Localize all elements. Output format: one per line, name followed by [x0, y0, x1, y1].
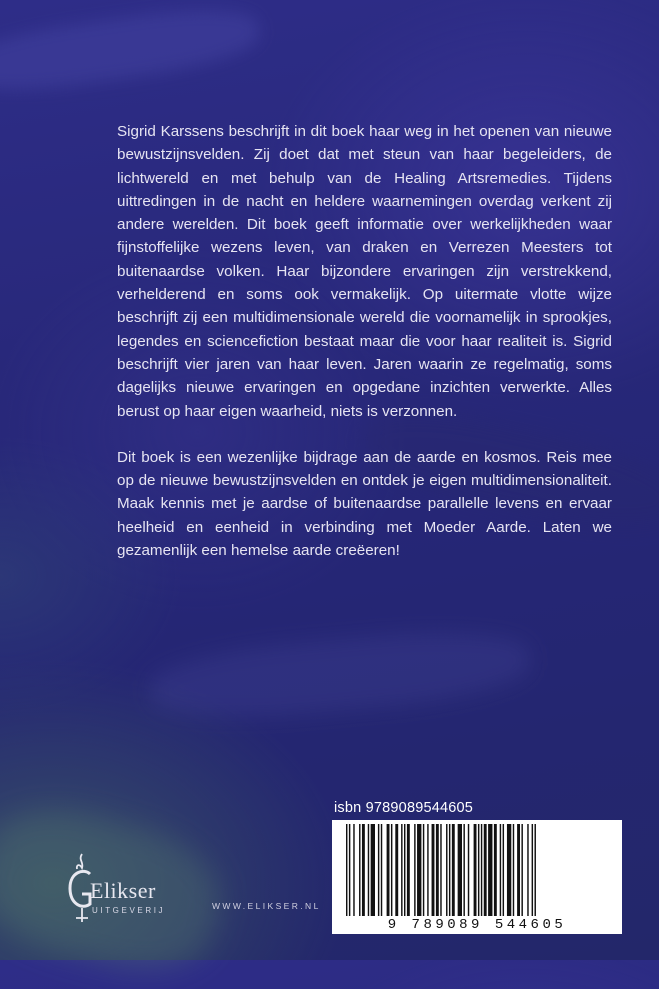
barcode-bars	[346, 824, 608, 916]
barcode-bar	[362, 824, 365, 916]
barcode-bar	[452, 824, 455, 916]
barcode-bar	[481, 824, 482, 916]
barcode-bar	[346, 824, 347, 916]
publisher-logo	[62, 852, 232, 932]
barcode-bar	[401, 824, 402, 916]
barcode-bar	[446, 824, 447, 916]
barcode-bar	[353, 824, 354, 916]
barcode-bar	[414, 824, 415, 916]
barcode-bar	[463, 824, 464, 916]
barcode-bar	[449, 824, 450, 916]
barcode-bar	[521, 824, 522, 916]
barcode-bar	[423, 824, 424, 916]
barcode-bar	[527, 824, 528, 916]
isbn-label: isbn 9789089544605	[334, 800, 474, 816]
barcode-bar	[517, 824, 520, 916]
barcode-bar	[427, 824, 428, 916]
barcode-bar	[395, 824, 398, 916]
barcode-bar	[468, 824, 469, 916]
barcode-bar	[513, 824, 514, 916]
publisher-subtitle: UITGEVERIJ	[92, 906, 166, 915]
publisher-website: WWW.ELIKSER.NL	[212, 901, 321, 911]
paint-streak	[0, 0, 263, 101]
barcode-bar	[378, 824, 379, 916]
barcode-bar	[494, 824, 497, 916]
barcode-panel	[332, 820, 622, 934]
barcode-bar	[359, 824, 360, 916]
barcode-bar	[404, 824, 405, 916]
barcode-bar	[474, 824, 477, 916]
barcode-bar	[436, 824, 439, 916]
barcode-bar	[391, 824, 392, 916]
barcode-bar	[387, 824, 390, 916]
barcode-bar	[503, 824, 504, 916]
barcode-bar	[484, 824, 487, 916]
barcode-bar	[349, 824, 350, 916]
blurb-paragraph-2: Dit boek is een wezenlijke bijdrage aan de aarde en kosmos. Reis mee op de nieuwe bewustzijnsvelden en ontdek je eigen multidimensionaliteit. Maak kennis met je aardse of buitenaardse parallelle levens en ervaar heelheid en eenheid in verbinding met Moeder Aarde. Laten we gezamenlijk een hemelse aarde creëeren!	[117, 448, 612, 560]
blurb-paragraph-1: Sigrid Karssens beschrijft in dit boek haar weg in het openen van nieuwe bewustzijnsvelden. Zij doet dat met steun van haar begeleiders, de lichtwereld en met behulp van de Healing Artsremedies. Tijdens uittredingen in de nacht en heldere waarnemingen overdag verkent zij andere werelden. Dit boek geeft informatie over werkelijkheden waar fijnstoffelijke wezens leven, van draken en Verrezen Meesters tot buitenaardse volken. Haar bijzondere ervaringen zijn verstrekkend, verhelderend en soms ook vermakelijk. Op uitermate vlotte wijze beschrijft zij een multidimensionale wereld die voornamelijk in sprookjes, legendes en sciencefiction bestaat maar die voor haar realiteit is. Sigrid beschrijft vier jaren van haar leven. Jaren waarin ze regelmatig, soms dagelijks nieuwe ervaringen en opgedane inzichten verwerkte. Alles berust op haar eigen waarheid, niets is verzonnen.	[117, 123, 612, 420]
barcode-bar	[381, 824, 382, 916]
barcode-bar	[500, 824, 501, 916]
barcode-digits: 9 789089 544605	[387, 917, 567, 933]
barcode-bar	[535, 824, 536, 916]
barcode-bar	[440, 824, 441, 916]
paint-streak	[148, 624, 533, 727]
barcode-bar	[458, 824, 462, 916]
barcode-bar	[478, 824, 479, 916]
isbn-barcode	[324, 800, 629, 942]
barcode-bar	[417, 824, 421, 916]
barcode-bar	[371, 824, 375, 916]
publisher-name: Elikser	[90, 878, 156, 903]
barcode-bar	[368, 824, 369, 916]
barcode-bar	[507, 824, 511, 916]
back-cover-blurb	[117, 120, 612, 585]
barcode-bar	[488, 824, 492, 916]
barcode-bar	[532, 824, 533, 916]
barcode-bar	[432, 824, 435, 916]
barcode-bar	[407, 824, 410, 916]
